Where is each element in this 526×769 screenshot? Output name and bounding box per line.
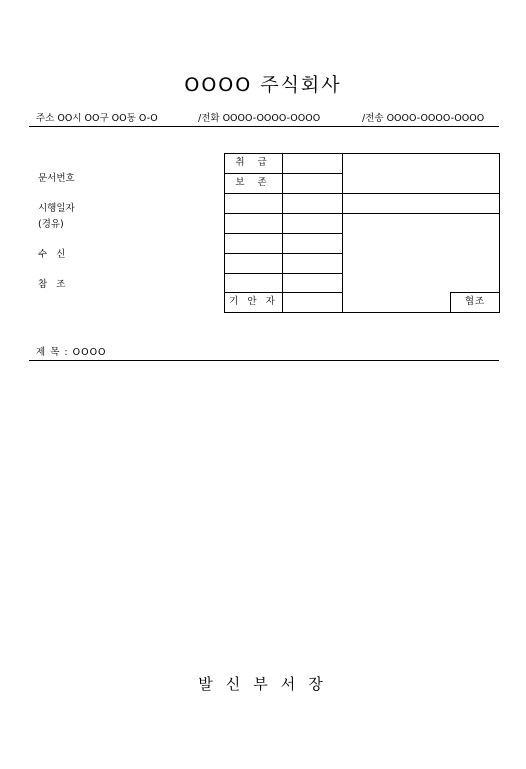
doc-number-label: 문서번호 <box>38 173 75 184</box>
handling-label: 취 급 <box>235 157 272 168</box>
phone-text: /전화 OOOO-OOOO-OOOO <box>198 113 321 124</box>
subject-rule <box>29 360 499 361</box>
table-row-line <box>224 213 500 214</box>
subject-line: 제 목 : OOOO <box>36 347 107 358</box>
via-label: (경유) <box>38 219 64 230</box>
sender-department-head: 발신부서장 <box>198 675 336 693</box>
table-row-line <box>224 193 500 194</box>
fax-text: /전송 OOOO-OOOO-OOOO <box>362 113 485 124</box>
drafter-label: 기 안 자 <box>229 296 278 307</box>
company-title: OOOO 주식회사 <box>184 74 342 96</box>
table-col-line <box>342 153 343 312</box>
header-rule <box>29 126 499 127</box>
recipient-label: 수 신 <box>38 249 69 260</box>
retention-label: 보 존 <box>235 177 272 188</box>
reference-label: 참 조 <box>38 279 69 290</box>
table-row-line <box>224 253 342 254</box>
table-row-line <box>224 273 342 274</box>
address-text: 주소 OO시 OO구 OO동 O-O <box>36 113 158 124</box>
date-label: 시행일자 <box>38 203 75 214</box>
approval-table <box>224 153 500 313</box>
cooperation-label: 협조 <box>464 296 486 307</box>
table-row-line <box>224 233 342 234</box>
